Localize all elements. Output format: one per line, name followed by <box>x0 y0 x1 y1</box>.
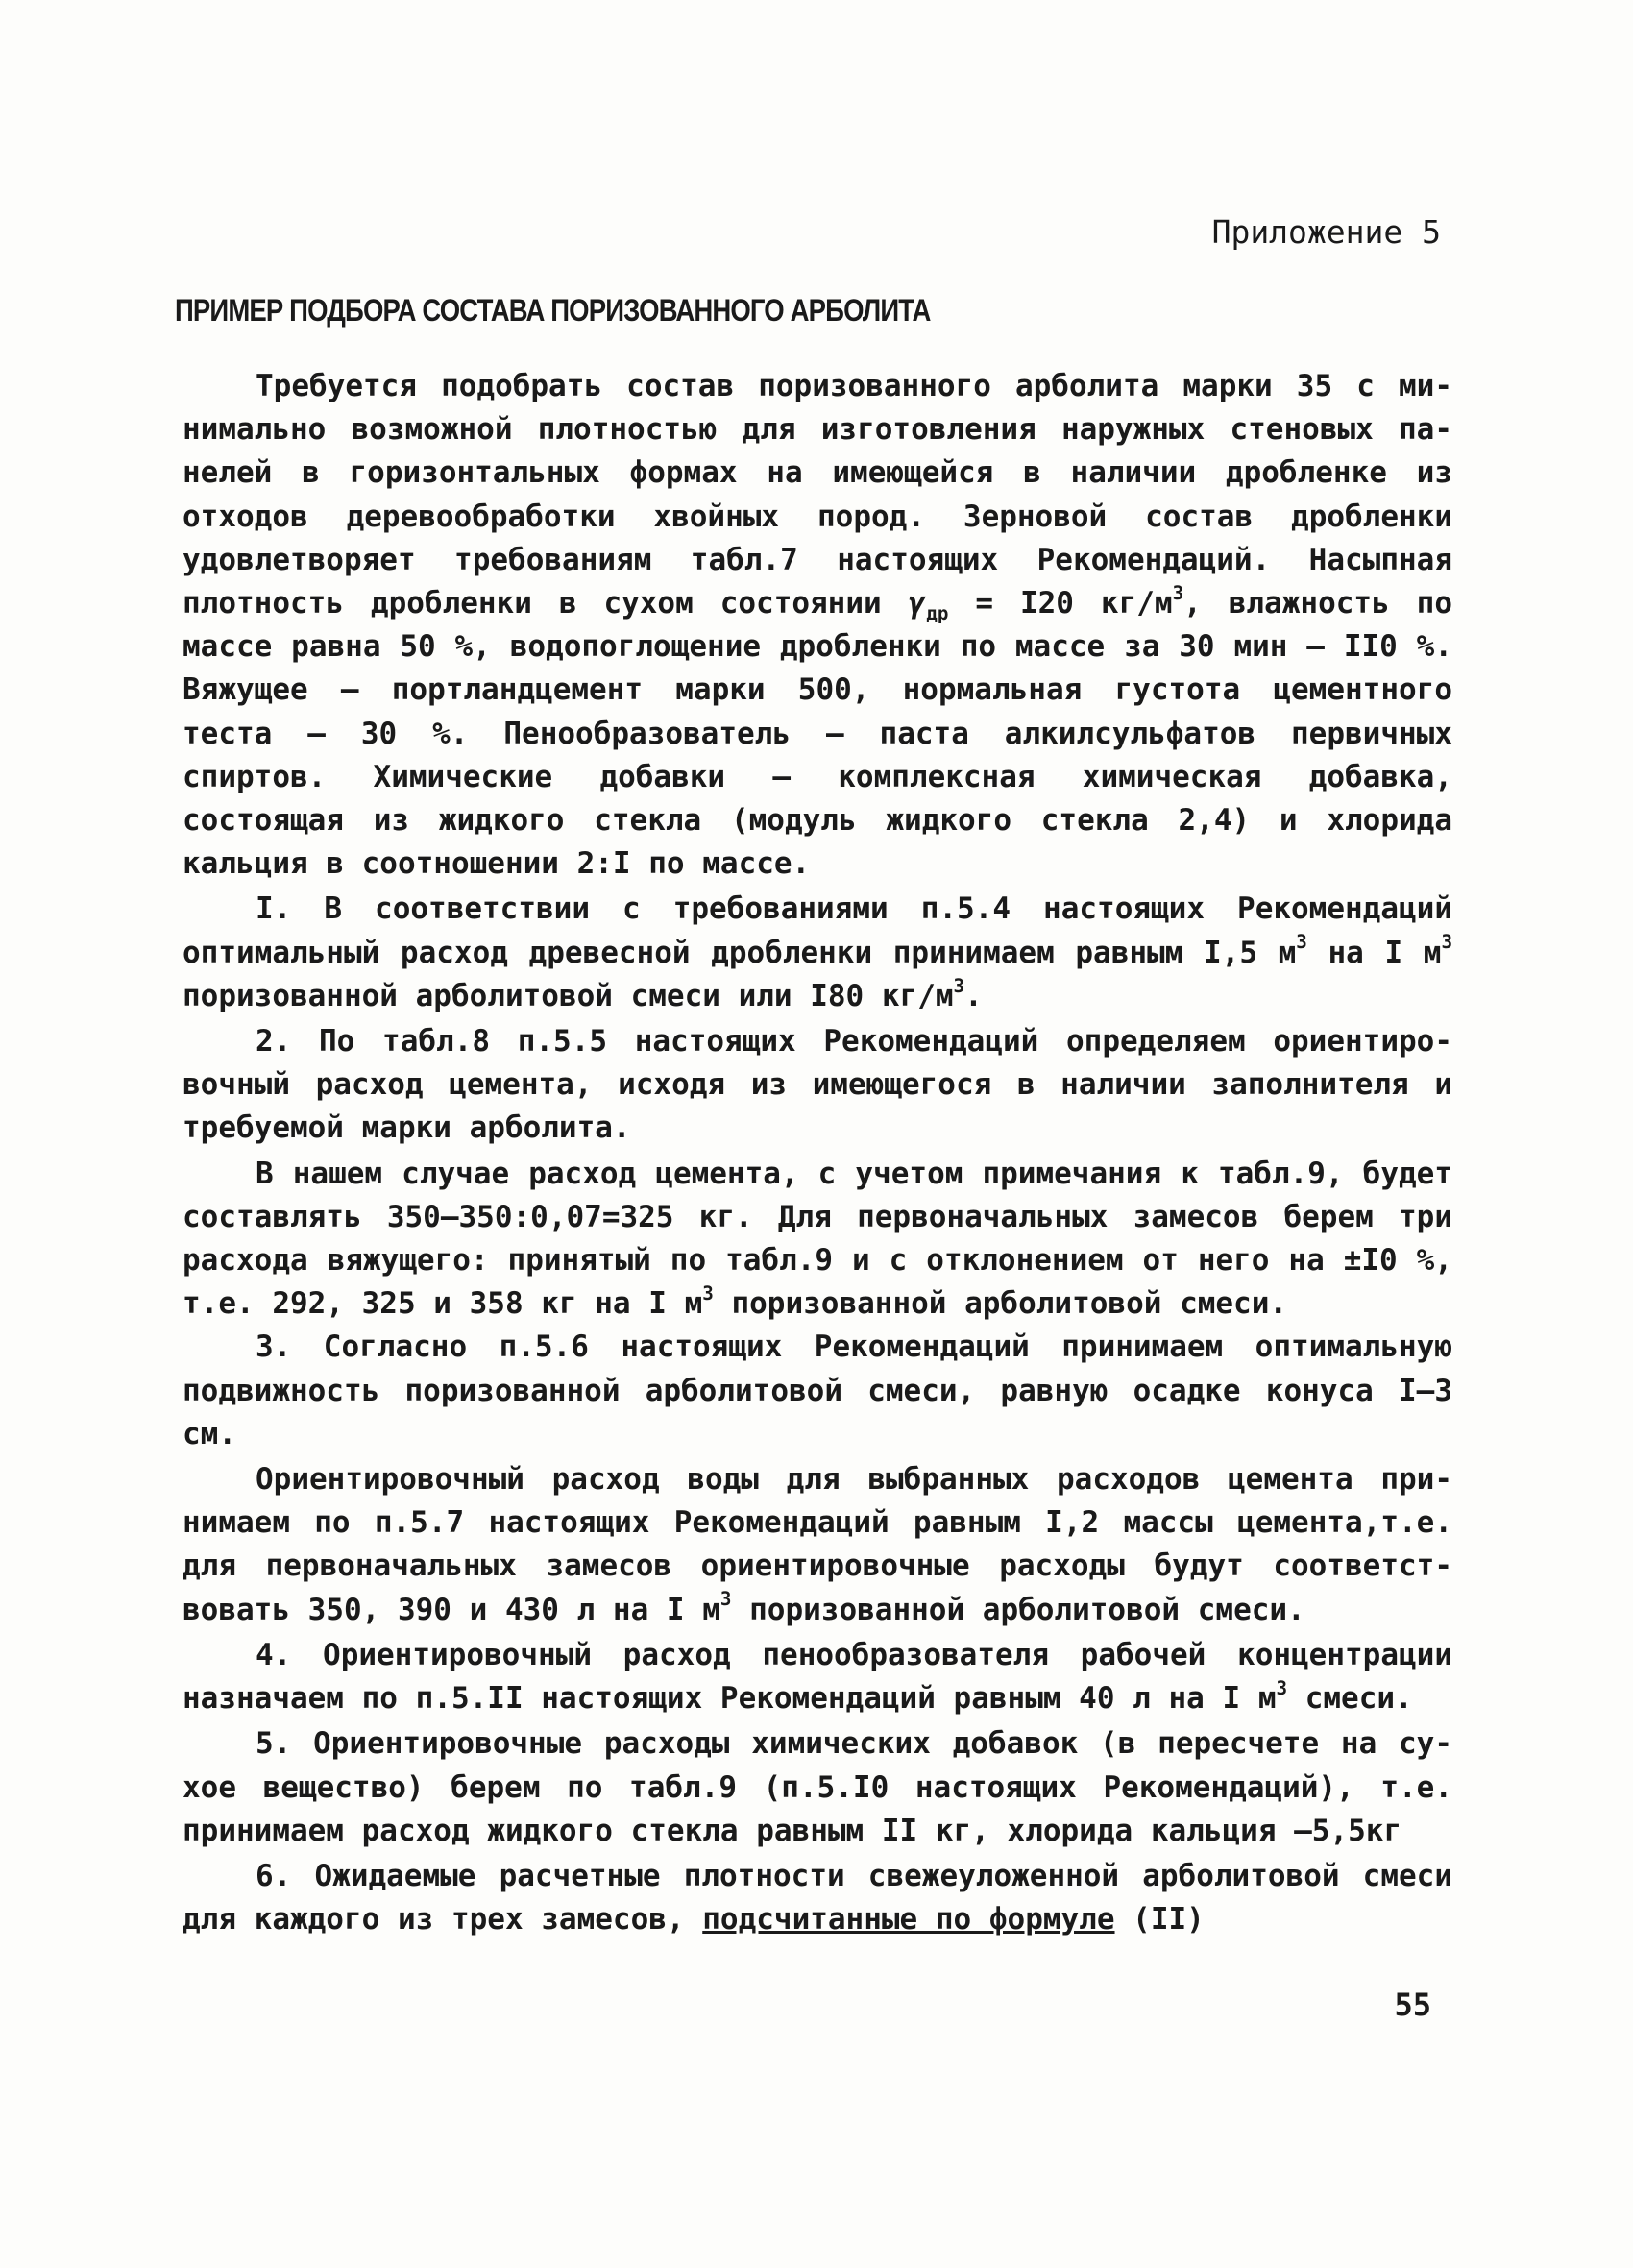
superscript: 3 <box>1172 581 1184 604</box>
paragraph-intro <box>183 365 1452 886</box>
intro-text-3: , влажность по массе равна 50 %, водопоглощение дробленки по массе за 30 мин – II0 %. Вяжущее – портландцемент марки 500, нормальная густота цементного теста – 30 %. Пенообразователь – паста алкилсульфатов первичных спиртов. Химические добавки – комплексная химическая добавка, состоящая из жидкого стекла (модуль жидкого стекла 2,4) и хлорида кальция в соотношении 2:I по массе. <box>183 586 1452 882</box>
step-6-formula-ref: (II) <box>1114 1902 1205 1938</box>
superscript: 3 <box>1441 931 1452 954</box>
intro-text-2: = I20 кг/м <box>948 586 1173 622</box>
step-1-text-1: I. В соответствии с требованиями п.5.4 настоящих Рекомендаций оптимальный расход древесной дробленки принимаем равным I,5 м <box>183 891 1452 970</box>
cement-case-text-1: В нашем случае расход цемента, с учетом примечания к табл.9, будет составлять 350–350:0,07=325 кг. Для первоначальных замесов берем три расхода вяжущего: принятый по табл.9 и с отклонением от него на ±I0 %, т.е. 292, 325 и 358 кг на I м <box>183 1156 1452 1322</box>
page-title: ПРИМЕР ПОДБОРА СОСТАВА ПОРИЗОВАННОГО АРБОЛИТА <box>175 293 931 328</box>
paragraph-step-5 <box>183 1722 1452 1853</box>
paragraph-cement-case <box>183 1153 1452 1327</box>
gamma-symbol: γ <box>908 586 927 622</box>
step-6-text-1: 6. Ожидаемые расчетные плотности свежеуложенной арболитовой смеси для каждого из трех замесов, <box>183 1858 1452 1938</box>
step-4-text-2: смеси. <box>1287 1681 1413 1717</box>
water-text-1: Ориентировочный расход воды для выбранных расходов цемента принимаем по п.5.7 настоящих Рекомендаций равным I,2 массы цемента,т.е. для первоначальных замесов ориентировочные расходы будут соответствовать 350, 390 и 430 л на I м <box>183 1462 1452 1627</box>
paragraph-step-1 <box>183 888 1452 1018</box>
page-number: 55 <box>1394 1987 1431 2023</box>
step-1-text-4: . <box>964 978 983 1013</box>
step-1-text-2: на I м <box>1306 935 1442 970</box>
paragraph-water <box>183 1458 1452 1632</box>
step-2-text: 2. По табл.8 п.5.5 настоящих Рекомендаций определяем ориентировочный расход цемента, исходя из имеющегося в наличии заполнителя и требуемой марки арболита. <box>183 1024 1452 1146</box>
step-6-underlined: подсчитанные по формуле <box>702 1902 1115 1938</box>
water-text-2: поризованной арболитовой смеси. <box>731 1592 1305 1627</box>
step-5-text: 5. Ориентировочные расходы химических добавок (в пересчете на сухое вещество) берем по табл.9 (п.5.I0 настоящих Рекомендаций), т.е. принимаем расход жидкого стекла равным II кг, хлорида кальция –5,5кг <box>183 1726 1452 1848</box>
step-3-text: 3. Согласно п.5.6 настоящих Рекомендаций принимаем оптимальную подвижность поризованной арболитовой смеси, равную осадке конуса I–3 см. <box>183 1329 1452 1451</box>
step-4-text-1: 4. Ориентировочный расход пенообразователя рабочей концентрации назначаем по п.5.II настоящих Рекомендаций равным 40 л на I м <box>183 1637 1452 1717</box>
step-1-text-3: поризованной арболитовой смеси или I80 кг/м <box>183 978 954 1013</box>
paragraph-step-6 <box>183 1855 1452 1941</box>
body-text <box>183 365 1452 1941</box>
intro-text-1: Требуется подобрать состав поризованного арболита марки 35 с минимально возможной плотностью для изготовления наружных стеновых панелей в горизонтальных формах на имеющейся в наличии дробленке из отходов деревообработки хвойных пород. Зерновой состав дробленки удовлетворяет требованиям табл.7 настоящих Рекомендаций. Насыпная плотность дробленки в сухом состоянии <box>183 369 1452 622</box>
superscript: 3 <box>1276 1676 1288 1699</box>
cement-case-text-2: поризованной арболитовой смеси. <box>713 1286 1288 1322</box>
superscript: 3 <box>702 1282 714 1305</box>
gamma-subscript: др <box>926 602 949 625</box>
superscript: 3 <box>1296 931 1307 954</box>
superscript: 3 <box>953 974 965 997</box>
appendix-label: Приложение 5 <box>1211 213 1441 251</box>
paragraph-step-4 <box>183 1634 1452 1720</box>
superscript: 3 <box>719 1588 732 1611</box>
paragraph-step-2 <box>183 1020 1452 1151</box>
paragraph-step-3 <box>183 1326 1452 1456</box>
